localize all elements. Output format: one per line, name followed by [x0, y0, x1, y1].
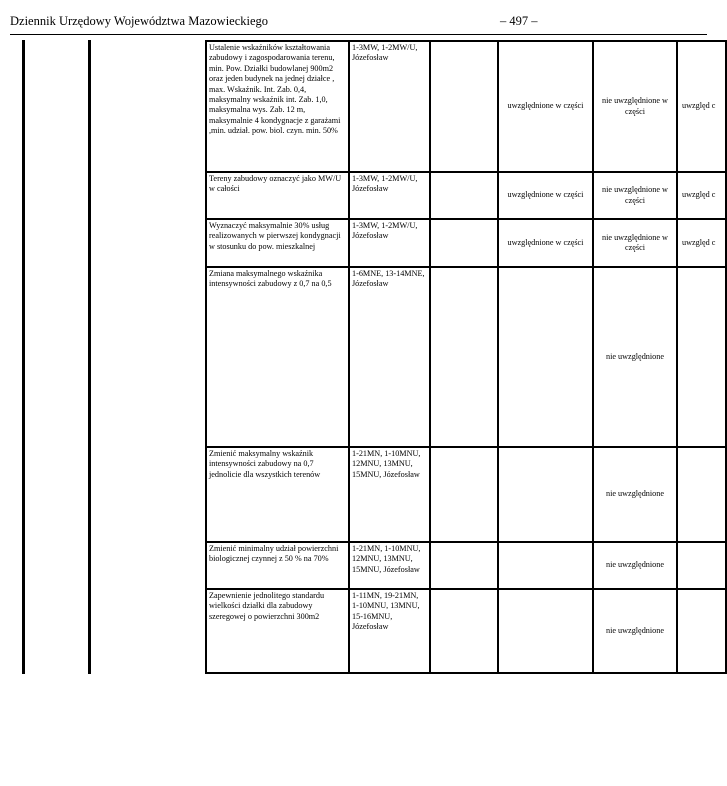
remark-description: Ustalenie wskaźników kształtowania zabudowy i zagospodarowania terenu, min. Pow. Działki budowlanej 900m2 oraz jeden budynek na jednej działce , max. Wskaźnik. Int. Zab. 0,4, maksymalny wskaźnik int. Zab. 1,0, maksymalna wys. Zab. 12 m, maksymalnie 4 kondygnacje z garażami ,min. udział. pow. biol. czyn. min. 50% [206, 41, 349, 172]
decision-cell-cut: uwzględ c [677, 219, 726, 267]
decision-cell [498, 267, 593, 447]
decision-cell: nie uwzględnione w części [593, 172, 677, 219]
decision-cell [498, 589, 593, 673]
decision-cell-cut: uwzględ c [677, 41, 726, 172]
decision-cell-cut [677, 542, 726, 589]
decision-cell [498, 447, 593, 542]
decision-cell: nie uwzględnione [593, 542, 677, 589]
decision-cell: nie uwzględnione w części [593, 219, 677, 267]
header-rule [10, 34, 707, 35]
empty-cell [430, 589, 498, 673]
decision-cell [498, 542, 593, 589]
area-designation: 1-21MN, 1-10MNU, 12MNU, 13MNU, 15MNU, Józefosław [349, 447, 430, 542]
decision-cell: nie uwzględnione [593, 589, 677, 673]
area-designation: 1-3MW, 1-2MW/U, Józefosław [349, 41, 430, 172]
empty-cell [430, 542, 498, 589]
decision-cell-cut [677, 267, 726, 447]
decision-cell: uwzględnione w części [498, 172, 593, 219]
empty-cell [430, 447, 498, 542]
journal-title: Dziennik Urzędowy Województwa Mazowieckiego [10, 14, 269, 28]
empty-cell [430, 219, 498, 267]
remark-description: Zmiana maksymalnego wskaźnika intensywności zabudowy z 0,7 na 0,5 [206, 267, 349, 447]
table-row [206, 41, 726, 172]
table-row [206, 542, 726, 589]
remark-description: Zmienić minimalny udział powierzchni biologicznej czynnej z 50 % na 70% [206, 542, 349, 589]
decision-cell: uwzględnione w części [498, 41, 593, 172]
second-column-border [88, 40, 91, 674]
table-row [206, 219, 726, 267]
area-designation: 1-6MNE, 13-14MNE, Józefosław [349, 267, 430, 447]
area-designation: 1-11MN, 19-21MN, 1-10MNU, 13MNU, 15-16MNU, Józefosław [349, 589, 430, 673]
decision-cell: nie uwzględnione w części [593, 41, 677, 172]
empty-cell [430, 172, 498, 219]
page-number: – 497 – [500, 14, 538, 28]
empty-cell [430, 41, 498, 172]
table-row [206, 589, 726, 673]
area-designation: 1-3MW, 1-2MW/U, Józefosław [349, 172, 430, 219]
remark-description: Wyznaczyć maksymalnie 30% usług realizowanych w pierwszej kondygnacji w stosunku do pow. mieszkalnej [206, 219, 349, 267]
resolution-table [205, 40, 727, 674]
remark-description: Zapewnienie jednolitego standardu wielkości działki dla zabudowy szeregowej o powierzchni 300m2 [206, 589, 349, 673]
remark-description: Tereny zabudowy oznaczyć jako MW/U w całości [206, 172, 349, 219]
decision-cell-cut [677, 447, 726, 542]
remark-description: Zmienić maksymalny wskaźnik intensywności zabudowy na 0,7 jednolicie dla wszystkich terenów [206, 447, 349, 542]
decision-cell: nie uwzględnione [593, 267, 677, 447]
decision-cell-cut [677, 589, 726, 673]
table-row [206, 267, 726, 447]
empty-cell [430, 267, 498, 447]
left-column-border [22, 40, 25, 674]
table-row [206, 447, 726, 542]
decision-cell: uwzględnione w części [498, 219, 593, 267]
area-designation: 1-3MW, 1-2MW/U, Józefosław [349, 219, 430, 267]
decision-cell: nie uwzględnione [593, 447, 677, 542]
area-designation: 1-21MN, 1-10MNU, 12MNU, 13MNU, 15MNU, Józefosław [349, 542, 430, 589]
decision-cell-cut: uwzględ c [677, 172, 726, 219]
table-row [206, 172, 726, 219]
